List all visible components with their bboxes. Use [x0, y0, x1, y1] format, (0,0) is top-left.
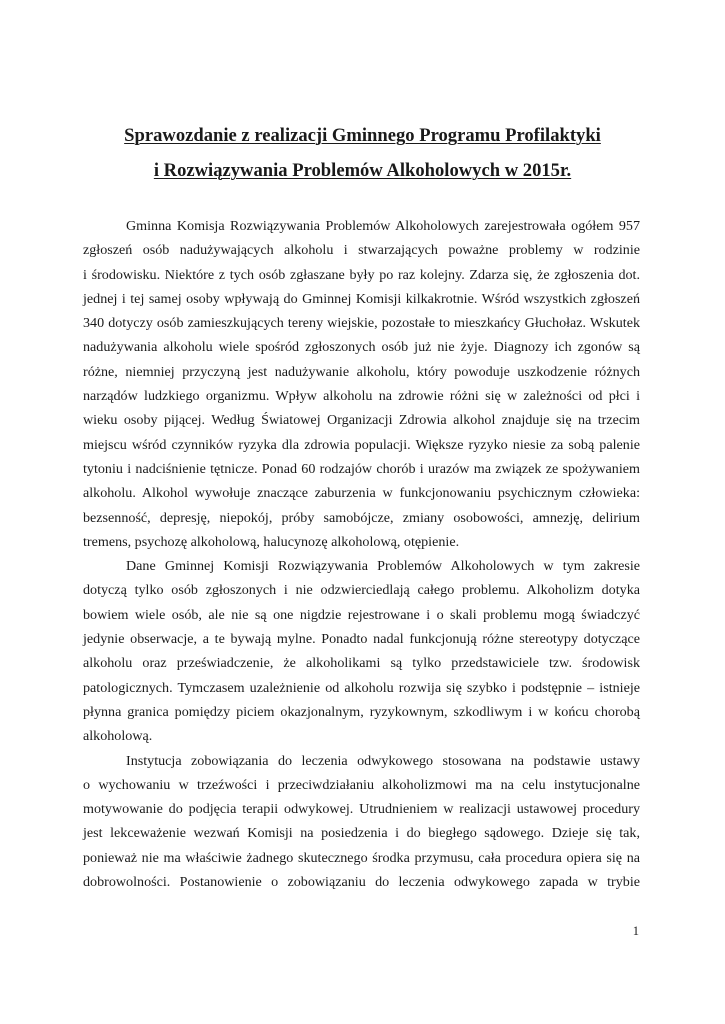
body-line: 340 dotyczy osób zamieszkujących tereny wiejskie, pozostałe to mieszkańcy Głuchołaz. Wskutek	[83, 315, 640, 332]
body-line: Dane Gminnej Komisji Rozwiązywania Problemów Alkoholowych w tym zakresie	[126, 558, 640, 575]
body-line: jednej i tej samej osoby wpływają do Gminnej Komisji kilkakrotnie. Wśród wszystkich zgłoszeń	[83, 290, 640, 307]
body-line: Instytucja zobowiązania do leczenia odwykowego stosowana na podstawie ustawy	[126, 752, 640, 769]
body-line: patologicznych. Tymczasem uzależnienie od alkoholu rozwija się szybko i podstępnie – istnieje	[83, 679, 640, 696]
body-line: zgłoszeń osób nadużywających alkoholu i stwarzających poważne problemy w rodzinie	[83, 242, 640, 259]
body-line: bezsenność, depresję, niepokój, próby samobójcze, zmiany osobowości, amnezję, delirium	[83, 509, 640, 526]
body-line: Gminna Komisja Rozwiązywania Problemów Alkoholowych zarejestrowała ogółem 957	[126, 218, 640, 234]
body-line: wieku osoby pijącej. Według Światowej Organizacji Zdrowia alkohol znajduje się na trzecim	[83, 412, 640, 429]
document-title-line-1: Sprawozdanie z realizacji Gminnego Programu Profilaktyki	[124, 125, 601, 146]
body-line: jest lekceważenie wezwań Komisji na posiedzenia i do biegłego sądowego. Dzieje się tak,	[83, 825, 640, 842]
body-line: miejscu wśród czynników ryzyka dla zdrowia populacji. Większe ryzyko niesie za sobą palenie	[83, 436, 640, 453]
body-line: alkoholu oraz przeświadczenie, że alkoholikami są tylko przedstawiciele tzw. środowisk	[83, 655, 640, 672]
body-line: alkoholową.	[83, 728, 153, 745]
body-line: nadużywania alkoholu wiele spośród zgłoszonych osób już nie żyje. Diagnozy ich zgonów są	[83, 339, 640, 356]
body-line: narządów ludzkiego organizmu. Wpływ alkoholu na zdrowie różni się w zależności od płci i	[83, 388, 640, 405]
body-line: tytoniu i nadciśnienie tętnicze. Ponad 60 rodzajów chorób i urazów ma związek ze spożywaniem	[83, 460, 640, 477]
body-line: ponieważ nie ma właściwie żadnego skutecznego środka przymusu, cała procedura opiera się na	[83, 849, 640, 866]
body-line: i środowisku. Niektóre z tych osób zgłaszane były po raz kolejny. Zdarza się, że zgłoszenia dot.	[83, 266, 640, 283]
document-title-line-2: i Rozwiązywania Problemów Alkoholowych w 2015r.	[153, 160, 572, 181]
body-line: motywowanie do podjęcia terapii odwykowej. Utrudnieniem w realizacji ustawowej procedury	[83, 801, 640, 818]
page-number: 1	[632, 924, 639, 938]
body-line: płynna granica pomiędzy piciem okazjonalnym, ryzykownym, szkodliwym i w końcu chorobą	[83, 703, 640, 720]
body-line: dobrowolności. Postanowienie o zobowiązaniu do leczenia odwykowego zapada w trybie	[83, 874, 640, 891]
document-body	[83, 214, 640, 894]
body-line: dotyczą tylko osób zgłoszonych i nie odzwierciedlają całego problemu. Alkoholizm dotyka	[83, 582, 640, 599]
body-line: różne, niemniej przyczyną jest nadużywanie alkoholu, który powoduje uszkodzenie różnych	[83, 363, 640, 380]
body-line: tremens, psychozę alkoholową, halucynozę alkoholową, otępienie.	[83, 533, 460, 550]
body-line: o wychowaniu w trzeźwości i przeciwdziałaniu alkoholizmowi ma na celu instytucjonalne	[83, 776, 640, 793]
body-line: bowiem wiele osób, ale nie są one nigdzie rejestrowane i o skali problemu mogą świadczyć	[83, 606, 640, 623]
body-line: jedynie obserwacje, a te bywają mylne. Ponadto nadal funkcjonują różne stereotypy dotyczące	[83, 631, 640, 648]
body-line: alkoholu. Alkohol wywołuje znaczące zaburzenia w funkcjonowaniu psychicznym człowieka:	[83, 485, 640, 502]
